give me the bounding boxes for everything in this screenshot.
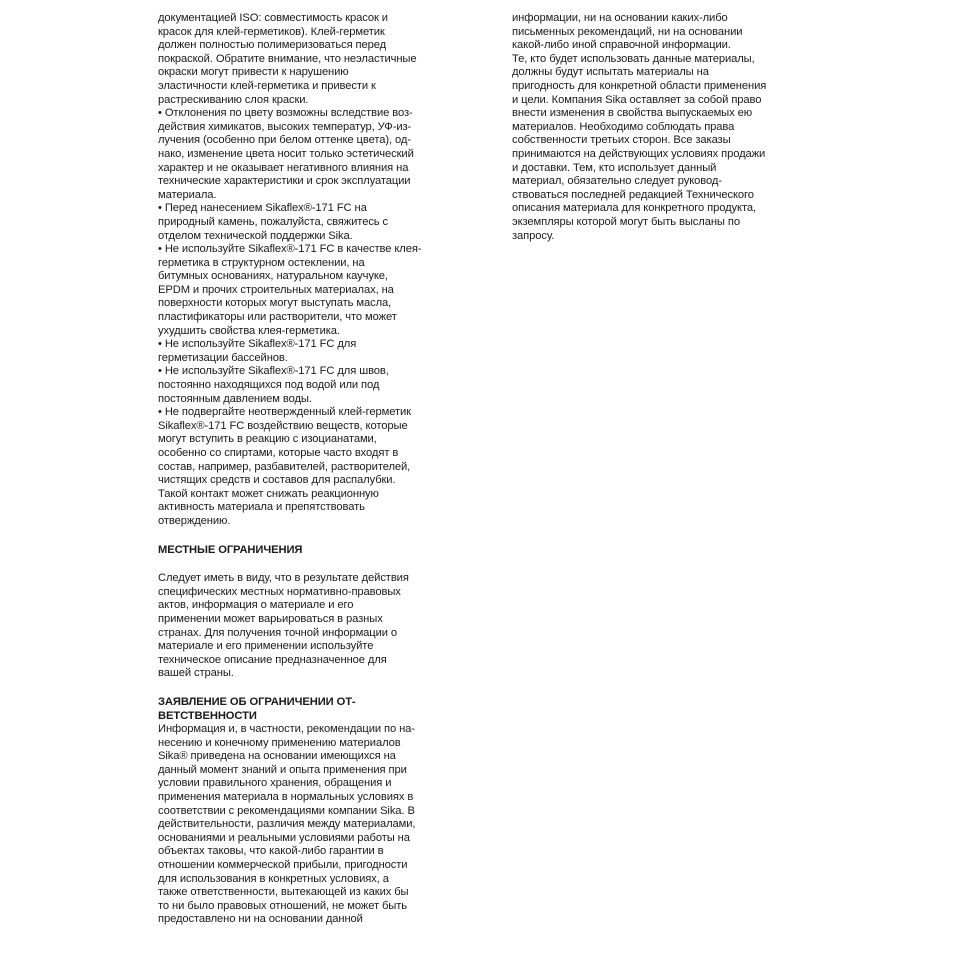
text-line: окраски могут привести к нарушению — [158, 66, 349, 79]
text-line: ствоваться последней редакцией Технического — [512, 188, 754, 201]
local-restrictions-heading: МЕСТНЫЕ ОГРАНИЧЕНИЯ — [158, 543, 303, 556]
text-line: Следует иметь в виду, что в результате действия — [158, 572, 409, 585]
text-line: • Не используйте Sikaflex®-171 FC для швов, — [158, 365, 389, 378]
text-line: нако, изменение цвета носит только эстетический — [158, 147, 414, 160]
text-line: информации, ни на основании каких-либо — [512, 12, 728, 24]
text-line: Sika® приведена на основании имеющихся на — [158, 750, 396, 763]
text-line: лучения (особенно при белом оттенке цвета), од- — [158, 134, 411, 147]
text-line: герметика в структурном остеклении, на — [158, 256, 365, 269]
text-line: Информация и, в частности, рекомендации по на- — [158, 723, 415, 736]
disclaimer-text — [158, 723, 448, 927]
disclaimer-continued-text — [512, 12, 802, 243]
heading-line: ВЕТСТВЕННОСТИ — [158, 709, 257, 722]
disclaimer-heading — [158, 696, 448, 723]
text-line: документацией ISO: совместимость красок и — [158, 12, 388, 24]
text-line: основаниями и реальными условиями работы на — [158, 831, 410, 844]
text-line: Такой контакт может снижать реакционную — [158, 487, 379, 500]
text-line: постоянным давлением воды. — [158, 392, 312, 405]
text-line: покраской. Обратите внимание, что неэластичные — [158, 52, 417, 65]
text-line: отделом технической поддержки Sika. — [158, 229, 353, 242]
text-line: • Не используйте Sikaflex®-171 FC в качестве клея- — [158, 243, 422, 256]
text-line: должен полностью полимеризоваться перед — [158, 39, 387, 52]
left-column — [158, 12, 448, 927]
text-line: также ответственности, вытекающей из каких бы — [158, 886, 409, 899]
text-line: битумных основаниях, натуральном каучуке, — [158, 270, 388, 283]
text-line: природный камень, пожалуйста, свяжитесь с — [158, 215, 389, 228]
text-line: отношении коммерческой прибыли, пригодности — [158, 859, 408, 872]
text-line: данный момент знаний и опыта применения при — [158, 763, 407, 776]
text-line: материала. — [158, 188, 217, 201]
text-line: применении может варьироваться в разных — [158, 612, 383, 625]
text-line: действия химикатов, высоких температур, УФ-из- — [158, 120, 412, 133]
text-line: принимаются на действующих условиях продажи — [512, 147, 766, 160]
text-line: Те, кто будет использовать данные материалы, — [512, 52, 755, 65]
text-line: внести изменения в свойства выпускаемых ею — [512, 107, 753, 120]
text-line: материал, обязательно следует руковод- — [512, 175, 722, 188]
text-line: особенно со спиртами, которые часто входят в — [158, 447, 399, 459]
text-line: актов, информация о материале и его — [158, 599, 354, 612]
text-line: должны будут испытать материалы на — [512, 66, 709, 79]
text-line: предоставлено ни на основании данной — [158, 913, 363, 926]
text-line: состав, например, разбавителей, растворителей, — [158, 460, 411, 473]
text-line: экземпляры которой могут быть высланы по — [512, 215, 740, 228]
text-line: запросу. — [512, 229, 555, 242]
text-line: собственности третьих сторон. Все заказы — [512, 134, 731, 147]
text-line: условии правильного хранения, обращения и — [158, 777, 392, 790]
text-line: действительности, различия между материалами, — [158, 818, 416, 831]
text-line: материале и его применении используйте — [158, 640, 374, 653]
text-line: технические характеристики и срок эксплуатации — [158, 175, 411, 188]
text-line: отверждению. — [158, 514, 231, 527]
right-column — [512, 12, 802, 243]
text-line: эластичности клей-герметика и привести к — [158, 79, 376, 92]
text-line: какой-либо иной справочной информации. — [512, 39, 731, 52]
text-line: чистящих средств и составов для распалубки. — [158, 474, 396, 487]
text-line: странах. Для получения точной информации о — [158, 626, 398, 639]
text-line: и цели. Компания Sika оставляет за собой право — [512, 93, 762, 106]
text-line: письменных рекомендаций, ни на основании — [512, 25, 743, 38]
text-line: красок для клей-герметиков). Клей-герметик — [158, 25, 385, 38]
text-line: объектах таковы, что какой-либо гарантии в — [158, 845, 384, 858]
text-line: и доставки. Тем, кто использует данный — [512, 161, 717, 174]
text-line: ухудшить свойства клея-герметика. — [158, 324, 340, 337]
text-line: несению и конечному применению материалов — [158, 736, 401, 749]
text-line: Sikaflex®-171 FC воздействию веществ, которые — [158, 419, 408, 432]
text-line: могут вступить в реакцию с изоцианатами, — [158, 433, 377, 446]
text-line: для использования в конкретных условиях, а — [158, 872, 389, 885]
text-line: материалов. Необходимо соблюдать права — [512, 120, 735, 133]
text-line: пластификаторы или растворители, что может — [158, 311, 397, 324]
text-line: то ни было правовых отношений, не может быть — [158, 899, 407, 912]
text-line: постоянно находящихся под водой или под — [158, 379, 380, 392]
text-line: пригодность для конкретной области применения — [512, 79, 767, 92]
text-line: EPDM и прочих строительных материалах, на — [158, 283, 394, 296]
text-line: поверхности которых могут выступать масла, — [158, 297, 392, 310]
text-line: растрескиванию слоя краски. — [158, 93, 309, 106]
text-line: характер и не оказывает негативного влияния на — [158, 161, 409, 174]
compatibility-and-limitations-text — [158, 12, 448, 529]
local-restrictions-text — [158, 572, 448, 681]
text-line: герметизации бассейнов. — [158, 351, 288, 364]
heading-line: ЗАЯВЛЕНИЕ ОБ ОГРАНИЧЕНИИ ОТ- — [158, 695, 356, 708]
text-line: • Отклонения по цвету возможны вследствие воз- — [158, 107, 413, 120]
text-line: применения материала в нормальных условиях в — [158, 791, 414, 804]
text-line: специфических местных нормативно-правовых — [158, 585, 401, 598]
text-line: активность материала и препятствовать — [158, 501, 365, 514]
text-line: описания материала для конкретного продукта, — [512, 202, 757, 215]
text-line: соответствии с рекомендациями компании Sika. В — [158, 804, 415, 817]
text-line: • Не используйте Sikaflex®-171 FC для — [158, 338, 357, 351]
text-line: • Не подвергайте неотвержденный клей-герметик — [158, 406, 411, 419]
text-line: вашей страны. — [158, 667, 234, 680]
text-line: техническое описание предназначенное для — [158, 653, 387, 666]
text-line: • Перед нанесением Sikaflex®-171 FC на — [158, 202, 367, 215]
